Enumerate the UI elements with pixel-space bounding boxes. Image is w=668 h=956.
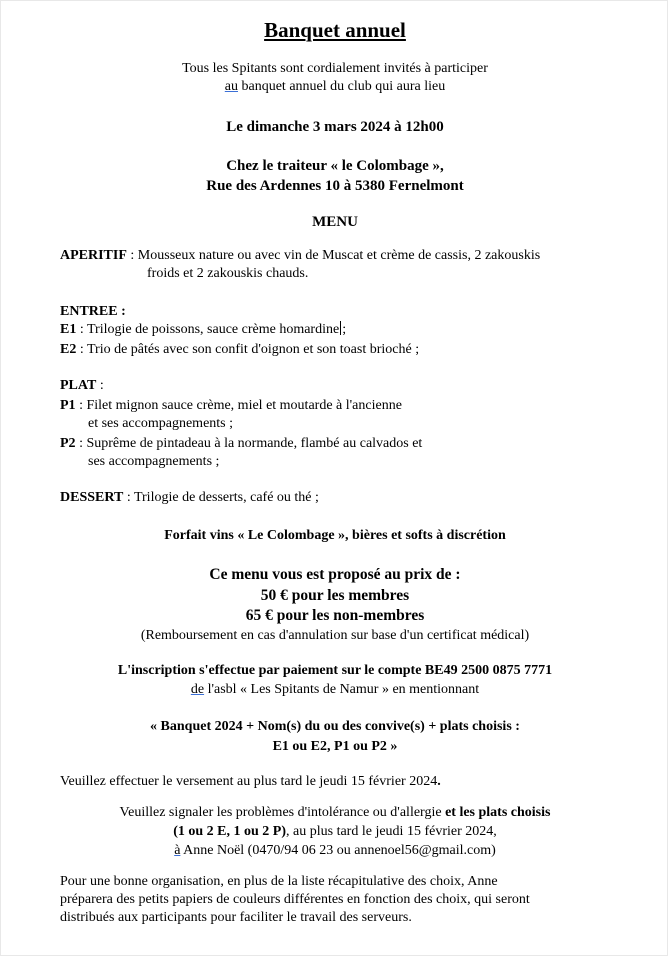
communication-line-1: « Banquet 2024 + Nom(s) du ou des convive(s) + plats choisis : xyxy=(150,719,520,734)
entree-e1 xyxy=(60,321,346,339)
page-title: Banquet annuel xyxy=(264,18,406,42)
entree-e1-text: : Trilogie de poissons, sauce crème homardine xyxy=(76,322,340,337)
plat-p1-code: P1 xyxy=(60,398,76,413)
closing-line-3: distribués aux participants pour faciliter le travail des serveurs. xyxy=(60,910,412,925)
communication-line-2: E1 ou E2, P1 ou P2 » xyxy=(272,739,398,754)
intro-line-2-rest: banquet annuel du club qui aura lieu xyxy=(238,79,446,94)
intro-line-2 xyxy=(1,78,668,96)
price-refund-note: (Remboursement en cas d'annulation sur base d'un certificat médical) xyxy=(140,628,530,643)
price-intro: Ce menu vous est proposé au prix de : xyxy=(209,566,461,583)
closing-line-1: Pour une bonne organisation, en plus de la liste récapitulative des choix, Anne xyxy=(60,874,498,889)
intro-underlined-word: au xyxy=(224,79,238,94)
allergy-text-1: Veuillez signaler les problèmes d'intolérance ou d'allergie xyxy=(119,805,442,820)
allergy-line-1 xyxy=(1,804,668,822)
closing-line-2: préparera des petits papiers de couleurs différentes en fonction des choix, qui seront xyxy=(60,892,530,907)
plat-p1-line-1 xyxy=(60,397,402,415)
plat-p1-text-1: : Filet mignon sauce crème, miel et moutarde à l'ancienne xyxy=(75,398,402,413)
plat-p2-text-1: : Suprême de pintadeau à la normande, flambé au calvados et xyxy=(75,436,423,451)
aperitif-text-1: Mousseux nature ou avec vin de Muscat et crème de cassis, 2 zakouskis xyxy=(137,248,541,263)
allergy-line-2 xyxy=(1,823,668,841)
entree-e1-end: ; xyxy=(342,322,347,337)
venue-line-2: Rue des Ardennes 10 à 5380 Fernelmont xyxy=(206,178,464,194)
aperitif-label: APERITIF xyxy=(60,248,127,263)
payment-deadline xyxy=(60,773,441,791)
aperitif-line-2: froids et 2 zakouskis chauds. xyxy=(147,266,309,281)
dessert-line xyxy=(60,489,319,507)
entree-e2 xyxy=(60,341,419,359)
payment-deadline-text: Veuillez effectuer le versement au plus tard le jeudi 15 février 2024 xyxy=(60,774,438,789)
forfait-line: Forfait vins « Le Colombage », bières et softs à discrétion xyxy=(164,528,506,543)
entree-e2-code: E2 xyxy=(60,342,77,357)
inscription-line-2-rest: l'asbl « Les Spitants de Namur » en mentionnant xyxy=(204,682,480,697)
entree-e2-text: : Trio de pâtés avec son confit d'oignon et son toast brioché ; xyxy=(76,342,420,357)
entree-label: ENTREE : xyxy=(60,304,126,319)
inscription-underlined-word: de xyxy=(190,682,205,697)
intro-line-1: Tous les Spitants sont cordialement invités à participer xyxy=(182,61,488,76)
plat-p2-line-1 xyxy=(60,435,422,453)
dessert-text: : Trilogie de desserts, café ou thé ; xyxy=(123,490,319,505)
plat-label: PLAT xyxy=(60,378,97,393)
inscription-line-2 xyxy=(1,681,668,699)
dessert-label: DESSERT xyxy=(60,490,124,505)
allergy-text-2: , au plus tard le jeudi 15 février 2024, xyxy=(286,824,497,839)
aperitif-line-1 xyxy=(60,247,540,265)
inscription-line-1: L'inscription s'effectue par paiement sur le compte BE49 2500 0875 7771 xyxy=(117,663,553,678)
allergy-bold-1: et les plats choisis xyxy=(441,805,551,820)
plat-p1-line-2: et ses accompagnements ; xyxy=(88,416,234,431)
aperitif-separator: : xyxy=(126,248,138,263)
allergy-contact: Anne Noël (0470/94 06 23 ou annenoel56@gmail.com) xyxy=(180,843,496,858)
plat-p2-line-2: ses accompagnements ; xyxy=(88,454,220,469)
event-date: Le dimanche 3 mars 2024 à 12h00 xyxy=(226,119,444,135)
allergy-bold-2: (1 ou 2 E, 1 ou 2 P) xyxy=(173,824,287,839)
price-members: 50 € pour les membres xyxy=(260,587,410,604)
plat-label-line xyxy=(60,377,104,395)
entree-e1-code: E1 xyxy=(60,322,77,337)
venue-line-1: Chez le traiteur « le Colombage », xyxy=(226,158,444,174)
allergy-line-3 xyxy=(1,842,668,860)
price-non-members: 65 € pour les non-membres xyxy=(245,607,425,624)
menu-heading: MENU xyxy=(312,214,358,230)
allergy-underlined-word: à xyxy=(174,843,181,858)
plat-p2-code: P2 xyxy=(60,436,76,451)
plat-label-sep: : xyxy=(96,378,104,393)
payment-deadline-dot: . xyxy=(437,774,441,789)
